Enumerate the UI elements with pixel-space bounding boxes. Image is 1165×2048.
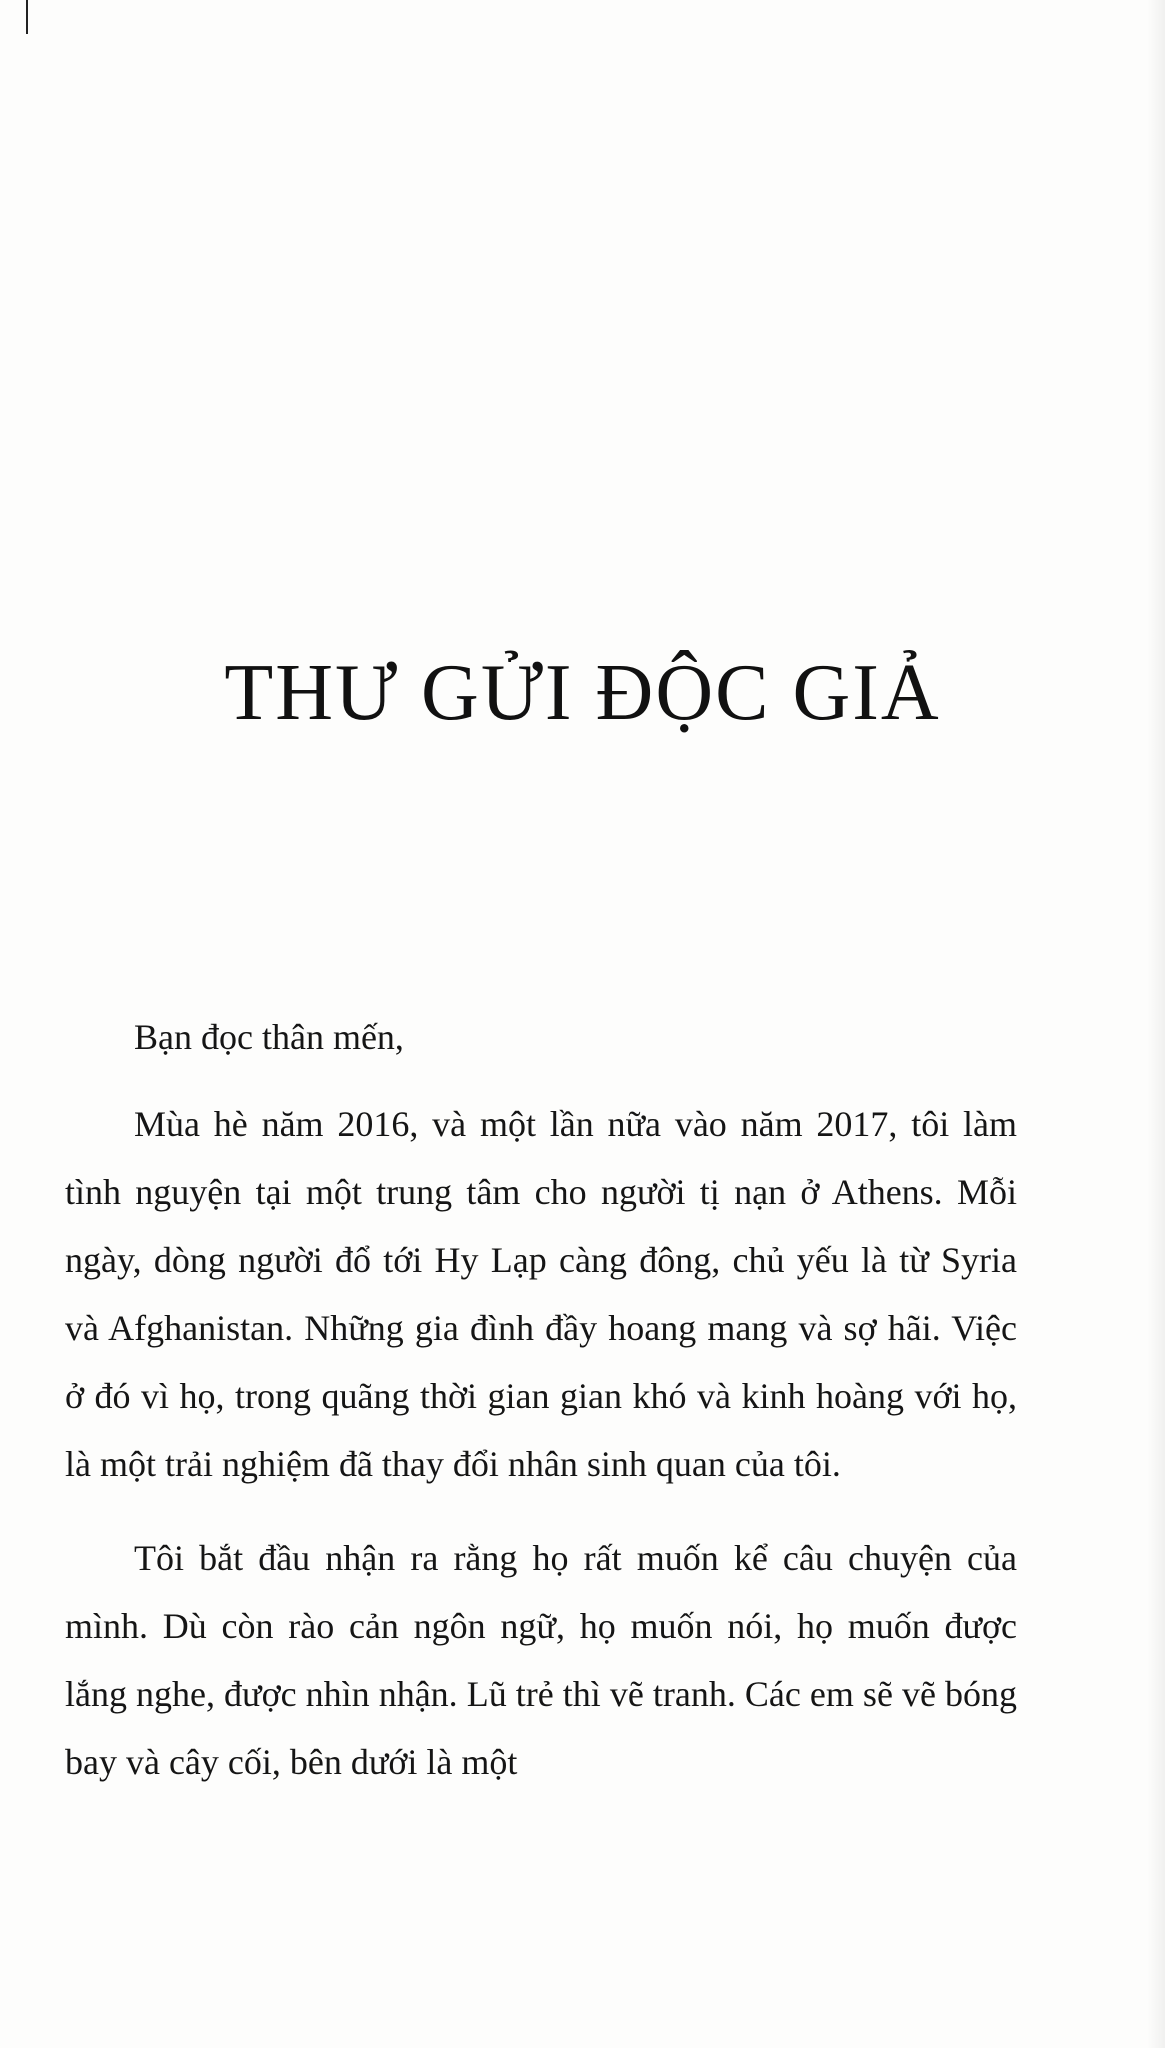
letter-body [65,1090,1017,1822]
page-edge-mark [26,0,28,34]
paragraph: Mùa hè năm 2016, và một lần nữa vào năm 2017, tôi làm tình nguyện tại một trung tâm cho người tị nạn ở Athens. Mỗi ngày, dòng người đổ tới Hy Lạp càng đông, chủ yếu là từ Syria và Afghanistan. Những gia đình đầy hoang mang và sợ hãi. Việc ở đó vì họ, trong quãng thời gian gian khó và kinh hoàng với họ, là một trải nghiệm đã thay đổi nhân sinh quan của tôi. [65,1104,1017,1484]
salutation: Bạn đọc thân mến, [134,1017,404,1057]
page-edge-shadow [1147,0,1165,2048]
paragraph: Tôi bắt đầu nhận ra rằng họ rất muốn kể câu chuyện của mình. Dù còn rào cản ngôn ngữ, họ muốn nói, họ muốn được lắng nghe, được nhìn nhận. Lũ trẻ thì vẽ tranh. Các em sẽ vẽ bóng bay và cây cối, bên dưới là một [65,1538,1017,1782]
chapter-title: THƯ GỬI ĐỘC GIẢ [224,649,941,737]
